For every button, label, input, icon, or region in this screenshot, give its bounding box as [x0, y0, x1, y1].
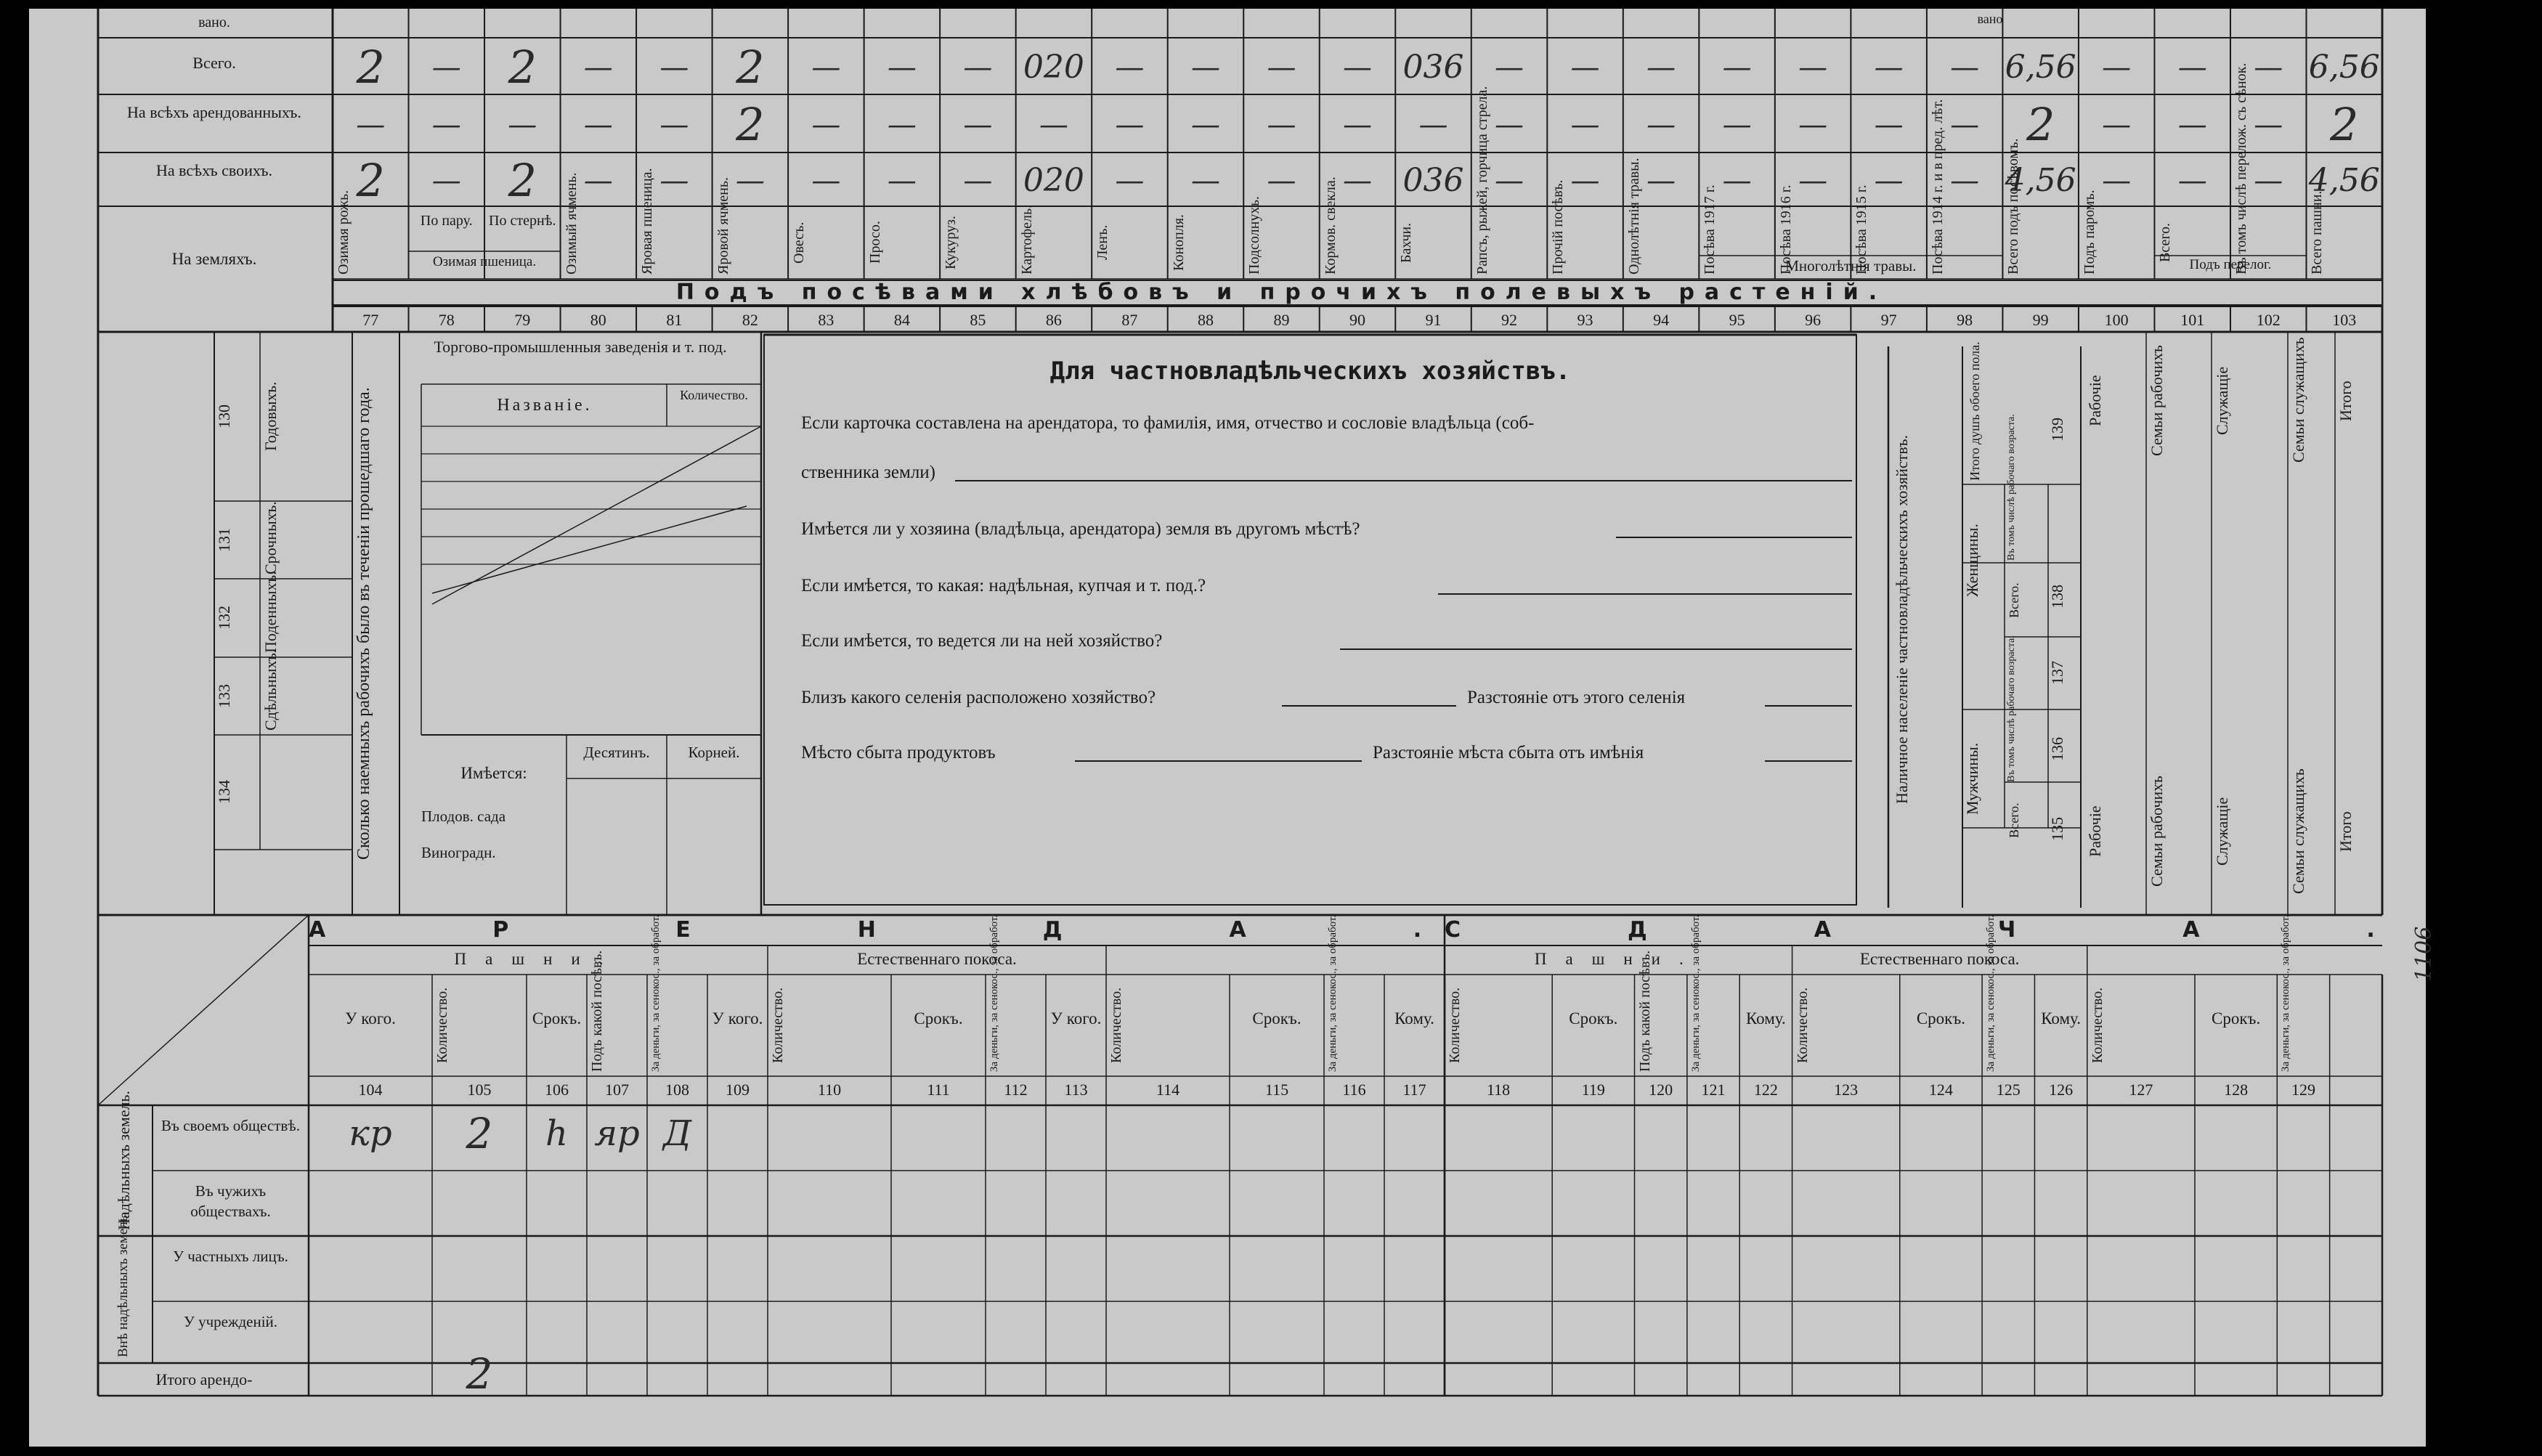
column-number: 83: [818, 311, 835, 329]
column-label: За деньги, за сенокос., за обработ.: [1689, 914, 1702, 1072]
cell-value: —: [1342, 51, 1372, 84]
column-number: 77: [362, 311, 379, 329]
column-number: 111: [927, 1081, 950, 1099]
column-label: Кукуруз.: [943, 216, 959, 269]
sub-group-label: Естественнаго покоса.: [857, 950, 1017, 968]
cell-value: —: [2102, 108, 2132, 142]
column-label: Срокъ.: [2212, 1009, 2261, 1028]
cell-value: —: [1722, 164, 1752, 198]
column-number: 110: [817, 1081, 842, 1099]
cell-value: 4,56: [2308, 162, 2380, 199]
has-label: Имѣется:: [460, 764, 527, 782]
column-number: 126: [2049, 1081, 2074, 1099]
cell-value: 2: [736, 41, 765, 94]
staff-label-bottom: Семьи рабочихъ: [2148, 776, 2166, 887]
cell-value: —: [1646, 164, 1676, 198]
column-number: 90: [1349, 311, 1365, 329]
handwritten-entry: Д: [662, 1113, 692, 1154]
worker-column-number: 132: [215, 606, 233, 630]
column-label: Всего.: [2157, 222, 2174, 263]
total-row-label: Итого арендо-: [155, 1370, 253, 1388]
group-vne-label: Внѣ надѣльныхъ земель.: [115, 1211, 131, 1357]
cell-value: —: [1115, 108, 1145, 142]
pop-col-number: 137: [2048, 661, 2066, 686]
arenda-title: АРЕНДА.: [309, 917, 1589, 943]
question-text: Близъ какого селенія расположено хозяйство?: [801, 688, 1156, 707]
cell-value: —: [2102, 164, 2132, 198]
column-number: 94: [1653, 311, 1670, 329]
column-number: 119: [1581, 1081, 1605, 1099]
cell-value: 6,56: [2308, 49, 2380, 86]
cell-value: —: [811, 164, 841, 198]
column-label: Ленъ.: [1095, 224, 1111, 261]
column-number: 114: [1156, 1081, 1180, 1099]
column-label: Срокъ.: [532, 1009, 582, 1028]
worker-column-number: 133: [215, 684, 233, 708]
column-label: Количество.: [2089, 987, 2106, 1064]
handwritten-entry: яр: [594, 1113, 640, 1154]
worker-column-label: Срочныхъ.: [261, 501, 280, 574]
column-number: 91: [1425, 311, 1442, 329]
cell-value: 2: [356, 154, 385, 207]
column-number: 97: [1880, 311, 1897, 329]
diagonal-line: [98, 915, 309, 1105]
column-number: 116: [1342, 1081, 1366, 1099]
cell-value: 036: [1402, 162, 1464, 199]
worker-column-label: Поденныхъ.: [261, 571, 280, 653]
cell-value: —: [1115, 51, 1145, 84]
column-label: Всего подъ посѣвомъ.: [2005, 138, 2022, 274]
cell-value: —: [1874, 51, 1904, 84]
cell-value: —: [1570, 164, 1600, 198]
column-label: Кормов. свекла.: [1322, 176, 1339, 274]
column-label: Количество.: [1108, 987, 1124, 1064]
lease-row-label: Въ своемъ обществѣ.: [161, 1117, 300, 1134]
column-label: Срокъ.: [1569, 1009, 1618, 1028]
column-label: Посѣва 1915 г.: [1853, 184, 1870, 274]
total-label: Всего.: [2007, 802, 2021, 838]
staff-label-top: Служащіе: [2213, 366, 2231, 436]
korney-header: Корней.: [688, 744, 740, 761]
worker-column-number: 134: [215, 780, 233, 805]
cell-value: —: [1798, 164, 1828, 198]
worker-column-label: Сдѣльныхъ.: [261, 648, 280, 731]
staff-label-bottom: Итого: [2336, 811, 2355, 852]
garden-label: Плодов. сада: [421, 808, 506, 825]
cell-value: —: [2102, 51, 2132, 84]
trade-name-header: Названіе.: [497, 396, 593, 415]
column-label: Рапсъ, рыжей, горчица стрела.: [1474, 86, 1490, 274]
cell-value: —: [811, 51, 841, 84]
column-label: Конопля.: [1170, 214, 1187, 271]
column-label: У кого.: [1050, 1009, 1102, 1028]
cell-value: —: [1342, 164, 1372, 198]
vineyard-label: Виноградн.: [421, 844, 496, 861]
column-number: 82: [742, 311, 758, 329]
hired-workers-note: Сколько наемныхъ рабочихъ было въ теченіи прошедшаго года.: [354, 387, 373, 860]
row-header: На земляхъ.: [171, 250, 257, 268]
cell-value: —: [431, 51, 461, 84]
cell-value: —: [1495, 164, 1524, 198]
cell-value: 2: [508, 154, 537, 207]
pop-col-number: 139: [2048, 418, 2066, 442]
cell-value: 2: [2026, 98, 2055, 151]
column-label: Кому.: [1394, 1009, 1434, 1028]
column-label: За деньги, за сенокос., за обработ.: [1985, 914, 1997, 1072]
column-label: Количество.: [770, 987, 786, 1064]
cell-value: —: [1190, 164, 1220, 198]
pop-col-number: 138: [2048, 585, 2066, 609]
cell-value: —: [1798, 108, 1828, 142]
cell-value: —: [1115, 164, 1145, 198]
question-text: Разстояніе отъ этого селенія: [1467, 688, 1686, 707]
column-label: Яровая пшеница.: [639, 168, 656, 274]
cell-value: —: [1722, 108, 1752, 142]
question-text: Если имѣется, то какая: надѣльная, купчая и т. под.?: [801, 576, 1206, 595]
cell-value: —: [2177, 108, 2207, 142]
group-label: Подъ перелог.: [2189, 257, 2272, 272]
column-number: 106: [545, 1081, 569, 1099]
question-text: ственника земли): [801, 463, 935, 482]
column-label: Яровой ячмень.: [715, 177, 731, 274]
sub-group-label: Пашни.: [454, 950, 622, 968]
question-text: Имѣется ли у хозяина (владѣльца, арендатора) земля въ другомъ мѣстѣ?: [801, 519, 1360, 539]
column-number: 109: [726, 1081, 750, 1099]
cell-value: —: [1950, 51, 1980, 84]
staff-label-top: Семьи служащихъ: [2289, 337, 2307, 463]
staff-label-top: Рабочіе: [2086, 375, 2104, 427]
cell-value: 6,56: [2005, 49, 2076, 86]
column-number: 129: [2291, 1081, 2315, 1099]
cell-value: —: [2254, 51, 2283, 84]
header-fragment: вано.: [198, 15, 230, 30]
population-title: Наличное населеніе частновладѣльческихъ хозяйствъ.: [1893, 435, 1911, 805]
column-label: Срокъ.: [1252, 1009, 1302, 1028]
cell-value: —: [659, 51, 689, 84]
cell-value: 036: [1402, 49, 1464, 86]
cell-value: —: [887, 164, 917, 198]
cell-value: —: [963, 108, 993, 142]
cell-value: —: [2177, 164, 2207, 198]
column-label: Количество.: [434, 987, 450, 1064]
column-number: 89: [1273, 311, 1290, 329]
lease-row-label: Въ чужихъ обществахъ.: [190, 1182, 271, 1220]
column-number: 127: [2129, 1081, 2153, 1099]
cell-value: —: [431, 108, 461, 142]
cell-value: —: [1267, 164, 1296, 198]
column-label: Подъ какой посѣвъ.: [1636, 950, 1653, 1072]
cell-value: —: [1495, 108, 1524, 142]
column-label: Посѣва 1914 г. и в пред. лѣт.: [1929, 99, 1946, 274]
column-label: Въ томъ числѣ перелож. съ сѣнок.: [2233, 62, 2249, 274]
cell-value: 2: [356, 41, 385, 94]
cell-value: —: [1950, 164, 1980, 198]
column-number: 104: [358, 1081, 383, 1099]
cell-value: —: [659, 108, 689, 142]
column-number: 100: [2104, 311, 2129, 329]
cross-out-line: [432, 426, 761, 604]
staff-label-bottom: Служащіе: [2213, 797, 2231, 866]
private-title: Для частновладѣльческихъ хозяйствъ.: [1049, 357, 1571, 386]
column-label: Подъ какой посѣвъ.: [589, 950, 605, 1072]
cell-value: —: [2177, 51, 2207, 84]
row-label: На всѣхъ своихъ.: [156, 161, 272, 179]
column-label: За деньги, за сенокос., за обработ.: [2280, 914, 2292, 1072]
banner-title: Подъ посѣвами хлѣбовъ и прочихъ полевыхъ растеній.: [675, 280, 1888, 305]
column-label: Кому.: [1745, 1009, 1786, 1028]
worker-column-number: 130: [215, 404, 233, 428]
row-label: На всѣхъ арендованныхъ.: [127, 103, 301, 121]
cell-value: 020: [1023, 49, 1084, 86]
cell-value: —: [1418, 108, 1448, 142]
column-number: 107: [605, 1081, 629, 1099]
cell-value: —: [1495, 51, 1524, 84]
total-label: Всего.: [2007, 582, 2021, 619]
cell-value: —: [1039, 108, 1068, 142]
cell-value: —: [583, 164, 613, 198]
cell-value: —: [356, 108, 386, 142]
trade-title: Торгово-промышленныя заведенія и т. под.: [434, 338, 727, 356]
cell-value: —: [1267, 51, 1296, 84]
question-text: Если карточка составлена на арендатора, то фамилія, имя, отчество и сословіе владѣльца (соб-: [801, 413, 1535, 433]
cell-value: —: [963, 164, 993, 198]
cell-value: —: [1874, 108, 1904, 142]
column-number: 86: [1045, 311, 1062, 329]
question-text: Если имѣется, то ведется ли на ней хозяйство?: [801, 631, 1163, 651]
cell-value: 2: [736, 98, 765, 151]
column-number: 113: [1064, 1081, 1088, 1099]
column-label: Всего пашни.: [2309, 190, 2326, 274]
cell-value: —: [963, 51, 993, 84]
staff-label-top: Семьи рабочихъ: [2148, 345, 2166, 457]
column-number: 88: [1197, 311, 1214, 329]
column-number: 78: [438, 311, 455, 329]
column-label: У кого.: [712, 1009, 763, 1028]
column-number: 125: [1996, 1081, 2021, 1099]
staff-label-top: Итого: [2336, 381, 2355, 421]
column-label: Количество.: [1447, 987, 1463, 1064]
column-label: Картофель.: [1018, 204, 1035, 274]
cell-value: —: [1190, 51, 1220, 84]
column-label: Срокъ.: [914, 1009, 963, 1028]
column-number: 102: [2256, 311, 2281, 329]
cell-value: —: [508, 108, 537, 142]
cell-value: —: [1342, 108, 1372, 142]
lease-row-label: У учрежденій.: [183, 1313, 278, 1330]
working-age-label: Въ томъ числѣ рабочаго возраста.: [2006, 414, 2017, 561]
cell-value: —: [1267, 108, 1296, 142]
column-label: Срокъ.: [1916, 1009, 1965, 1028]
column-number: 101: [2180, 311, 2205, 329]
column-number: 128: [2224, 1081, 2249, 1099]
handwritten-entry: 2: [466, 1109, 493, 1158]
column-number: 122: [1753, 1081, 1778, 1099]
column-label: Овесъ.: [791, 221, 808, 264]
column-label: Озимая рожь.: [336, 190, 352, 274]
column-number: 92: [1501, 311, 1518, 329]
column-number: 103: [2332, 311, 2357, 329]
column-number: 123: [1834, 1081, 1859, 1099]
working-age-label: Въ томъ числѣ рабочаго возраста.: [2006, 635, 2017, 782]
cell-value: —: [659, 164, 689, 198]
staff-label-bottom: Рабочіе: [2086, 805, 2104, 858]
cell-value: 020: [1023, 162, 1084, 199]
column-number: 120: [1649, 1081, 1673, 1099]
column-number: 85: [970, 311, 986, 329]
cell-value: —: [431, 164, 461, 198]
column-label: Озимый ячмень.: [563, 172, 580, 274]
column-label: Кому.: [2041, 1009, 2081, 1028]
column-number: 112: [1004, 1081, 1028, 1099]
margin-note: 1106: [2411, 926, 2437, 982]
column-number: 108: [665, 1081, 689, 1099]
column-number: 115: [1264, 1081, 1289, 1099]
question-text: Мѣсто сбыта продуктовъ: [801, 743, 996, 762]
cell-value: —: [1874, 164, 1904, 198]
cell-value: 2: [508, 41, 537, 94]
header-fragment-right: вано: [1977, 12, 2003, 26]
column-number: 118: [1487, 1081, 1511, 1099]
group-label: Озимая пшеница.: [432, 254, 537, 269]
column-number: 79: [514, 311, 531, 329]
worker-column-label: Годовыхъ.: [261, 381, 280, 452]
cell-value: —: [887, 51, 917, 84]
column-number: 121: [1701, 1081, 1726, 1099]
column-number: 93: [1577, 311, 1593, 329]
pop-col-number: 135: [2048, 817, 2066, 842]
cell-value: —: [735, 164, 765, 198]
column-label: За деньги, за сенокос., за обработ.: [650, 914, 662, 1072]
sub-group-label: Пашни.: [1534, 950, 1702, 968]
column-label: Подсолнухъ.: [1246, 196, 1263, 274]
row-label: Всего.: [192, 54, 236, 72]
column-label: По стернѣ.: [489, 213, 556, 229]
cell-value: —: [1570, 108, 1600, 142]
cell-value: 2: [2330, 98, 2359, 151]
cell-value: —: [887, 108, 917, 142]
pop-col-number: 136: [2048, 737, 2066, 762]
column-label: Однолѣтнія травы.: [1625, 158, 1642, 274]
column-number: 95: [1729, 311, 1745, 329]
staff-label-bottom: Семьи служащихъ: [2289, 768, 2307, 895]
column-label: Бахчи.: [1398, 222, 1415, 263]
column-label: Посѣва 1916 г.: [1777, 184, 1794, 274]
column-number: 105: [467, 1081, 492, 1099]
handwritten-entry: h: [545, 1113, 568, 1154]
column-label: Прочій посѣвъ.: [1550, 179, 1567, 274]
column-label: У кого.: [345, 1009, 396, 1028]
cell-value: —: [1722, 51, 1752, 84]
cell-value: —: [1646, 51, 1676, 84]
column-number: 96: [1805, 311, 1822, 329]
column-number: 81: [666, 311, 683, 329]
cell-value: —: [1190, 108, 1220, 142]
worker-column-number: 131: [215, 528, 233, 552]
column-number: 80: [590, 311, 606, 329]
cell-value: —: [1798, 51, 1828, 84]
census-card: [29, 9, 2542, 1447]
column-label: Посѣва 1917 г.: [1702, 184, 1718, 274]
cell-value: —: [1950, 108, 1980, 142]
column-number: 98: [1957, 311, 1973, 329]
sub-group-label: Естественнаго покоса.: [1859, 950, 2020, 968]
column-number: 87: [1121, 311, 1138, 329]
column-number: 117: [1402, 1081, 1426, 1099]
cell-value: —: [2254, 108, 2283, 142]
group-label: Многолѣтнія травы.: [1785, 257, 1917, 274]
cell-value: —: [1646, 108, 1676, 142]
cell-value: —: [583, 51, 613, 84]
column-number: 84: [893, 311, 910, 329]
group-nadel-label: Надѣльныхъ земель.: [115, 1090, 133, 1230]
column-label: Подъ паромъ.: [2081, 190, 2098, 274]
men-label: Мужчины.: [1963, 742, 1981, 815]
column-number: 99: [2032, 311, 2049, 329]
column-label: По пару.: [420, 213, 473, 229]
column-label: За деньги, за сенокос., за обработ.: [988, 914, 1000, 1072]
column-label: Количество.: [1794, 987, 1811, 1064]
cell-value: —: [2254, 164, 2283, 198]
handwritten-entry: кр: [349, 1113, 392, 1154]
cell-value: —: [1570, 51, 1600, 84]
women-label: Женщины.: [1963, 524, 1981, 598]
cell-value: —: [583, 108, 613, 142]
desyatin-header: Десятинъ.: [583, 744, 650, 761]
column-label: Просо.: [866, 221, 883, 264]
cell-value: —: [811, 108, 841, 142]
sdacha-title: СДАЧА.: [1445, 917, 2542, 943]
question-text: Разстояніе мѣста сбыта отъ имѣнія: [1373, 743, 1644, 762]
cell-value: 4,56: [2005, 162, 2076, 199]
column-number: 124: [1928, 1081, 1953, 1099]
total-souls-label: Итого душъ обоего пола.: [1968, 341, 1982, 481]
column-label: За деньги, за сенокос., за обработ.: [1327, 914, 1339, 1072]
handwritten-total: 2: [466, 1349, 493, 1399]
trade-qty-header: Количество.: [680, 388, 748, 402]
lease-row-label: У частныхъ лицъ.: [173, 1248, 288, 1265]
